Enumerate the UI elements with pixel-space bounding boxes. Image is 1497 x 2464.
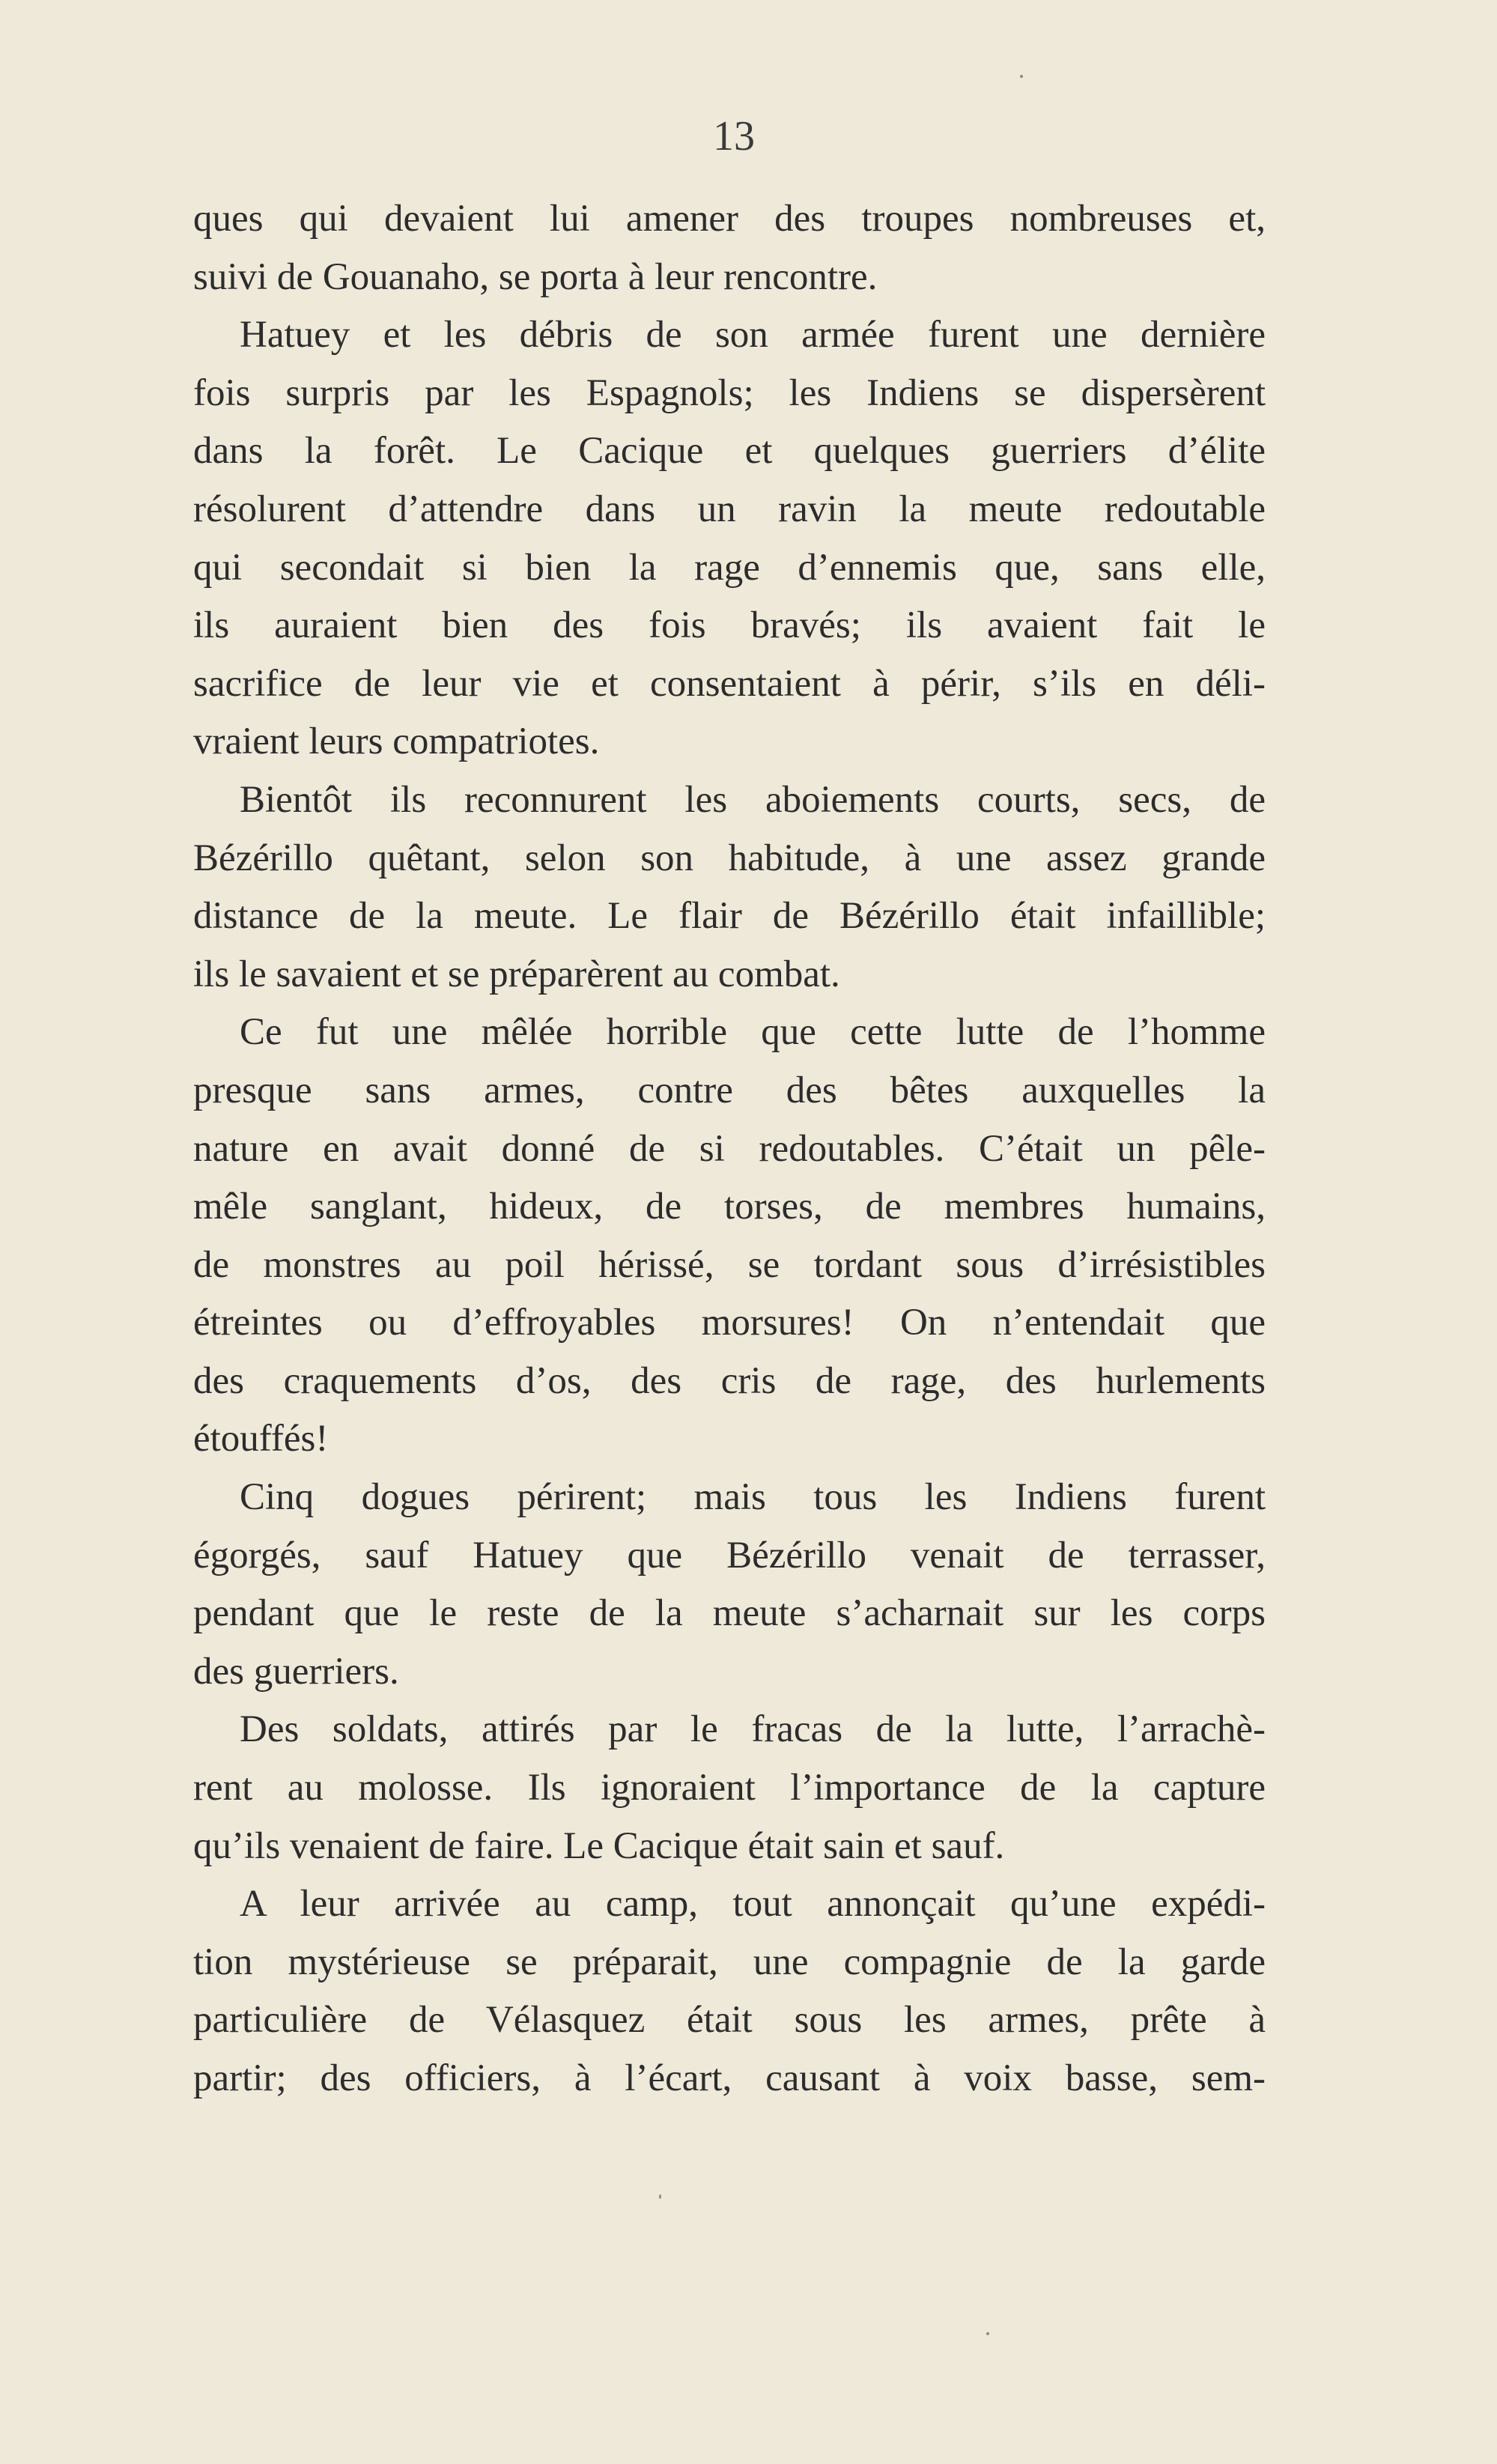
paper-speck	[1020, 75, 1023, 78]
text-line: des craquements d’os, des cris de rage, des hurlements	[193, 1359, 1266, 1402]
text-line: particulière de Vélasquez était sous les armes, prête à	[193, 1999, 1266, 2042]
text-line: étouffés!	[193, 1418, 329, 1460]
text-line: fois surpris par les Espagnols; les Indiens se dispersèrent	[193, 371, 1266, 414]
text-line: ils le savaient et se préparèrent au combat.	[193, 953, 840, 995]
text-line: partir; des officiers, à l’écart, causant à voix basse, sem-	[193, 2057, 1266, 2099]
text-line: Bientôt ils reconnurent les aboiements courts, secs, de	[240, 778, 1266, 821]
text-line: vraient leurs compatriotes.	[193, 720, 600, 763]
text-line: Ce fut une mêlée horrible que cette lutte de l’homme	[240, 1011, 1266, 1054]
paper-speck	[986, 2332, 989, 2335]
text-line: de monstres au poil hérissé, se tordant sous d’irrésistibles	[193, 1243, 1266, 1286]
text-line: ques qui devaient lui amener des troupes nombreuses et,	[193, 198, 1266, 240]
text-line: A leur arrivée au camp, tout annonçait qu’une expédi-	[240, 1883, 1266, 1926]
text-line: presque sans armes, contre des bêtes auxquelles la	[193, 1069, 1266, 1111]
text-line: Hatuey et les débris de son armée furent une dernière	[240, 314, 1266, 356]
text-line: sacrifice de leur vie et consentaient à périr, s’ils en déli-	[193, 662, 1266, 705]
text-line: Cinq dogues périrent; mais tous les Indiens furent	[240, 1476, 1266, 1519]
page-number: 13	[713, 113, 755, 160]
text-line: Des soldats, attirés par le fracas de la lutte, l’arrachè-	[240, 1708, 1266, 1751]
text-line: nature en avait donné de si redoutables. C’était un pêle-	[193, 1127, 1266, 1170]
text-line: Bézérillo quêtant, selon son habitude, à une assez grande	[193, 837, 1266, 879]
text-line: des guerriers.	[193, 1650, 399, 1693]
paper-speck	[659, 2194, 661, 2199]
text-line: ils auraient bien des fois bravés; ils avaient fait le	[193, 604, 1266, 647]
text-line: dans la forêt. Le Cacique et quelques guerriers d’élite	[193, 430, 1266, 473]
text-line: pendant que le reste de la meute s’acharnait sur les corps	[193, 1592, 1266, 1635]
text-line: étreintes ou d’effroyables morsures! On n’entendait que	[193, 1302, 1266, 1344]
text-line: qu’ils venaient de faire. Le Cacique était sain et sauf.	[193, 1824, 1005, 1867]
text-line: tion mystérieuse se préparait, une compagnie de la garde	[193, 1940, 1266, 1983]
text-line: suivi de Gouanaho, se porta à leur rencontre.	[193, 255, 878, 298]
text-line: distance de la meute. Le flair de Bézérillo était infaillible;	[193, 895, 1266, 938]
text-line: qui secondait si bien la rage d’ennemis que, sans elle,	[193, 546, 1266, 589]
text-line: rent au molosse. Ils ignoraient l’importance de la capture	[193, 1767, 1266, 1809]
text-line: mêle sanglant, hideux, de torses, de membres humains,	[193, 1186, 1266, 1228]
text-line: égorgés, sauf Hatuey que Bézérillo venait de terrasser,	[193, 1534, 1266, 1577]
body-text	[193, 190, 1266, 2108]
text-line: résolurent d’attendre dans un ravin la meute redoutable	[193, 488, 1266, 530]
